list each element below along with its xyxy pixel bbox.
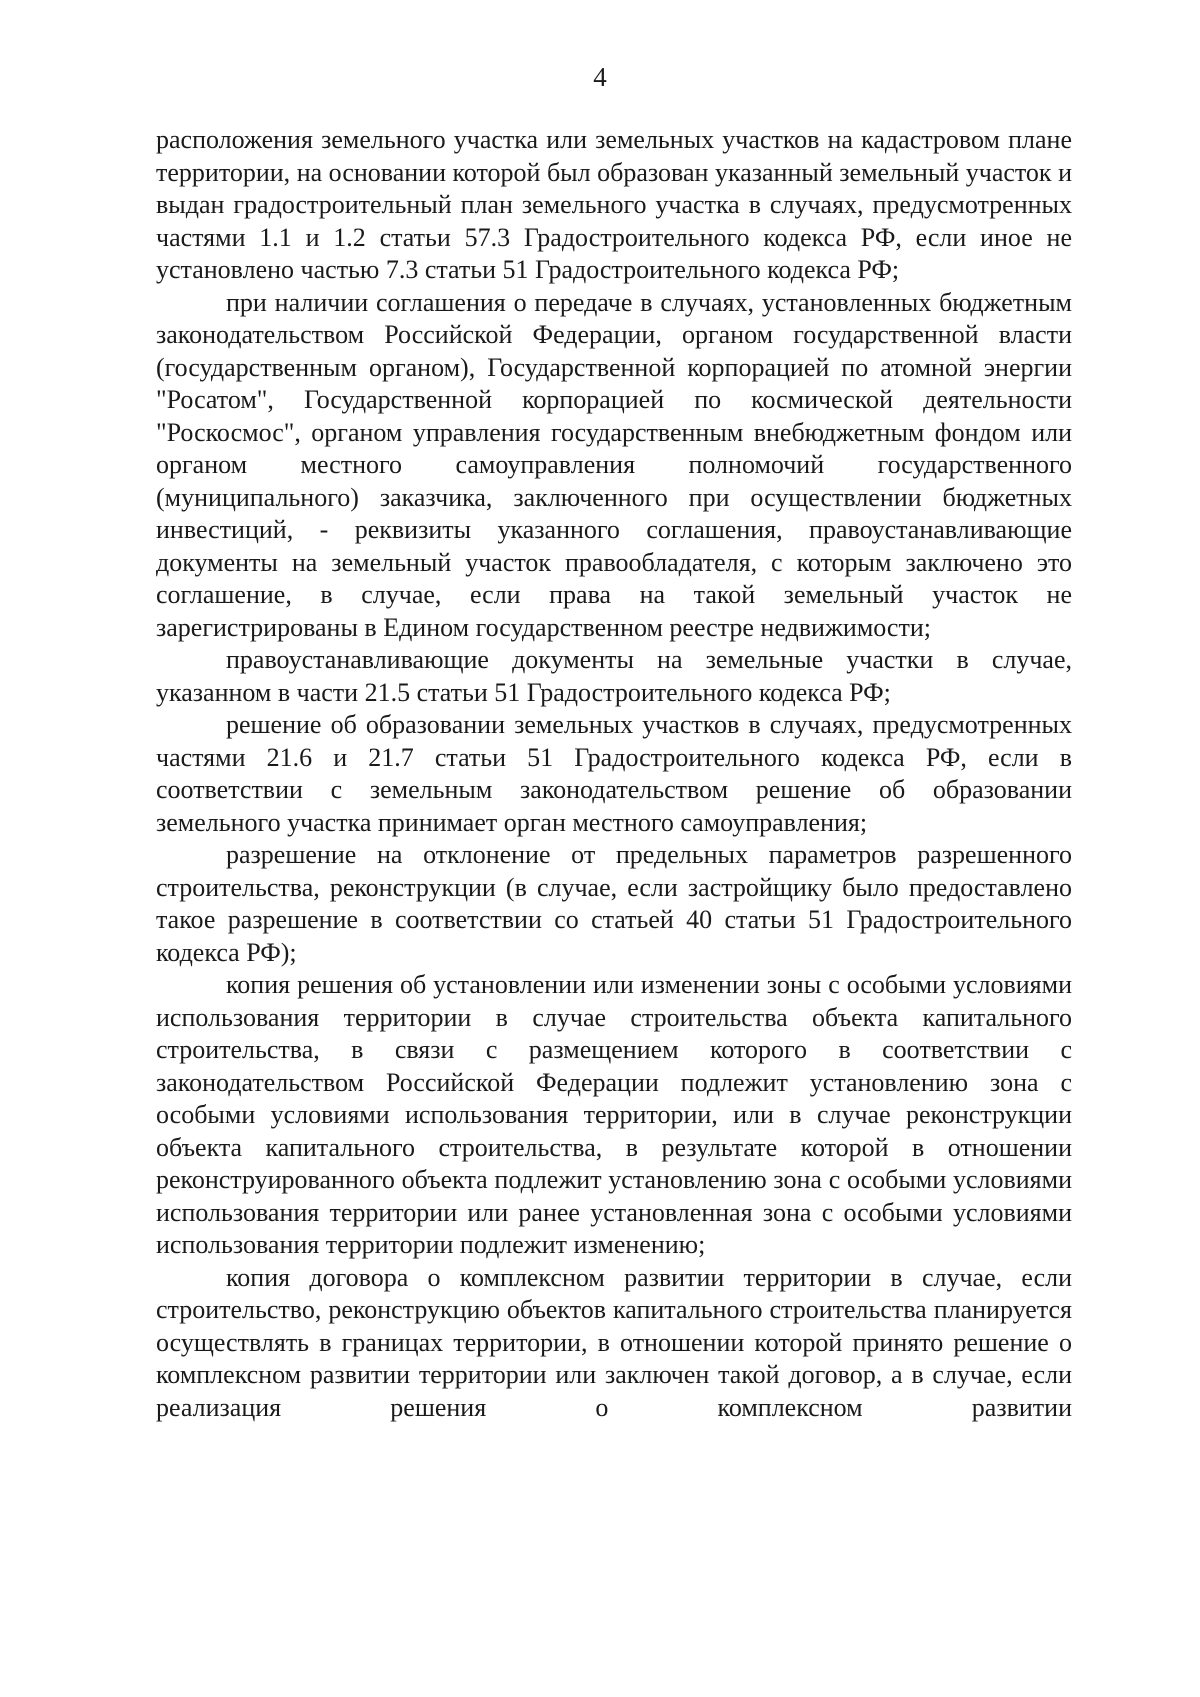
paragraph-integrated-development-contract: копия договора о комплексном развитии территории в случае, если строительство, реконструкцию объектов капитального строительства планируется осуществлять в границах территории, в отношении которой принято решение о комплексном развитии территории или заключен такой договор, а в случае, если реализация решения о комплексном развитии [156, 1262, 1072, 1422]
paragraph-deviation-permit: разрешение на отклонение от предельных параметров разрешенного строительства, реконструкции (в случае, если застройщику было предоставлено такое разрешение в соответствии со статьей 40 статьи 51 Градостроительного кодекса РФ); [156, 840, 1072, 967]
paragraph-title-documents: правоустанавливающие документы на земельные участки в случае, указанном в части 21.5 статьи 51 Градостроительного кодекса РФ; [156, 645, 1072, 707]
paragraph-transfer-agreement: при наличии соглашения о передаче в случаях, установленных бюджетным законодательством Российской Федерации, органом государственной власти (государственным органом), Государственной корпорацией по атомной энергии "Росатом", Государственной корпорацией по космической деятельности "Роскосмос", органом управления государственным внебюджетным фондом или органом местного самоуправления полномочий государственного (муниципального) заказчика, заключенного при осуществлении бюджетных инвестиций, - реквизиты указанного соглашения, правоустанавливающие документы на земельный участок правообладателя, с которым заключено это соглашение, в случае, если права на такой земельный участок не зарегистрированы в Едином государственном реестре недвижимости; [156, 287, 1072, 642]
document-body [156, 124, 1072, 1424]
paragraph-land-formation-decision: решение об образовании земельных участков в случаях, предусмотренных частями 21.6 и 21.7 статьи 51 Градостроительного кодекса РФ, если в соответствии с земельным законодательством решение об образовании земельного участка принимает орган местного самоуправления; [156, 710, 1072, 837]
paragraph-special-zone-decision: копия решения об установлении или изменении зоны с особыми условиями использования территории в случае строительства объекта капитального строительства, в связи с размещением которого в соответствии с законодательством Российской Федерации подлежит установлению зона с особыми условиями использования территории, или в случае реконструкции объекта капитального строительства, в результате которой в отношении реконструированного объекта подлежит установлению зона с особыми условиями использования территории или ранее установленная зона с особыми условиями использования территории подлежит изменению; [156, 970, 1072, 1259]
page-number: 4 [593, 62, 607, 92]
paragraph-land-plot-location: расположения земельного участка или земельных участков на кадастровом плане территории, на основании которой был образован указанный земельный участок и выдан градостроительный план земельного участка в случаях, предусмотренных частями 1.1 и 1.2 статьи 57.3 Градостроительного кодекса РФ, если иное не установлено частью 7.3 статьи 51 Градостроительного кодекса РФ; [156, 125, 1072, 284]
